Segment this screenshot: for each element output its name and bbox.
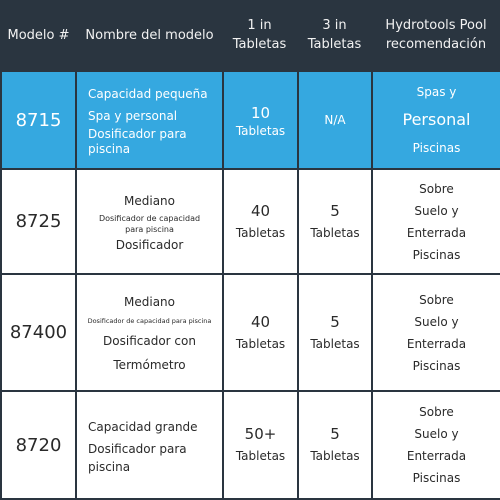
row1-name — [77, 72, 222, 168]
row3-one-in — [224, 275, 297, 390]
row4-model — [2, 392, 75, 498]
row3-recommend-line3: Enterrada — [406, 336, 467, 351]
row4-recommend-line2: Suelo y — [414, 427, 459, 441]
row2-three-in — [299, 170, 371, 273]
row2-name — [77, 170, 222, 273]
header-three-in-line2: Tabletas — [307, 37, 362, 52]
row2-recommend-line3: Enterrada — [406, 225, 467, 240]
row3-name-line3: Dosificador con — [103, 333, 196, 348]
row1-three-in-value: N/A — [324, 113, 346, 127]
header-three-in — [297, 0, 372, 70]
header-model-label: Modelo # — [7, 27, 70, 43]
row3-name — [77, 275, 222, 390]
row4-recommend-line3: Enterrada — [406, 449, 467, 463]
row2-name-line3: para piscina — [125, 224, 174, 234]
row2-model — [2, 170, 75, 273]
row3-name-line1: Mediano — [124, 294, 175, 309]
row2-three-in-unit: Tabletas — [310, 225, 360, 240]
row1-one-in-count: 10 — [250, 104, 271, 122]
row3-one-in-unit: Tabletas — [235, 336, 286, 351]
row4-three-in-unit: Tabletas — [310, 449, 360, 463]
row2-one-in-count: 40 — [250, 201, 271, 220]
row4-name — [77, 392, 222, 498]
row3-name-line2: Dosificador de capacidad para piscina — [87, 316, 212, 325]
row4-three-in — [299, 392, 371, 498]
header-name — [77, 0, 222, 70]
row1-name-line4: piscina — [88, 142, 131, 156]
row2-name-line4: Dosificador — [115, 237, 184, 252]
row3-recommend-line2: Suelo y — [414, 314, 459, 329]
row2-recommend-line4: Piscinas — [412, 247, 461, 262]
header-one-in-line2: Tabletas — [232, 37, 287, 52]
header-recommend-line2: recomendación — [385, 37, 487, 52]
row1-model-number: 8715 — [15, 109, 62, 131]
header-one-in-line1: 1 in — [247, 18, 272, 33]
header-name-label: Nombre del modelo — [85, 27, 214, 43]
row1-recommend-line1: Spas y — [416, 85, 457, 99]
row2-three-in-count: 5 — [330, 201, 340, 220]
row4-one-in — [224, 392, 297, 498]
row3-three-in-count: 5 — [330, 312, 340, 331]
row4-name-line3: piscina — [88, 460, 131, 474]
row1-recommend — [373, 72, 500, 168]
row1-recommend-line3: Piscinas — [412, 141, 461, 155]
row3-model-number: 87400 — [9, 322, 68, 343]
row2-name-line1: Mediano — [124, 193, 175, 208]
row4-name-line1: Capacidad grande — [88, 420, 198, 434]
row4-one-in-count: 50+ — [244, 425, 277, 443]
row3-recommend-line4: Piscinas — [412, 358, 461, 373]
row4-name-line2: Dosificador para — [88, 442, 187, 456]
row1-three-in — [299, 72, 371, 168]
row3-three-in-unit: Tabletas — [310, 336, 360, 351]
row1-one-in-unit: Tabletas — [235, 124, 286, 138]
row4-one-in-unit: Tabletas — [235, 449, 286, 463]
row4-model-number: 8720 — [15, 434, 62, 456]
row1-name-line1: Capacidad pequeña — [88, 87, 208, 101]
row3-recommend-line1: Sobre — [419, 292, 454, 307]
row4-recommend — [373, 392, 500, 498]
row1-one-in — [224, 72, 297, 168]
row1-name-line3: Dosificador para — [88, 127, 187, 141]
row2-one-in-unit: Tabletas — [235, 225, 286, 240]
row3-three-in — [299, 275, 371, 390]
header-model — [0, 0, 77, 70]
row2-recommend-line2: Suelo y — [414, 203, 459, 218]
header-three-in-line1: 3 in — [322, 18, 347, 33]
row4-recommend-line1: Sobre — [419, 405, 454, 419]
row1-recommend-line2: Personal — [402, 110, 471, 129]
row2-model-number: 8725 — [15, 211, 62, 232]
row3-model — [2, 275, 75, 390]
row4-recommend-line4: Piscinas — [412, 471, 461, 485]
row1-name-line2: Spa y personal — [88, 109, 178, 123]
row2-one-in — [224, 170, 297, 273]
row3-one-in-count: 40 — [250, 312, 271, 331]
header-recommend — [372, 0, 500, 70]
row3-name-line4: Termómetro — [113, 357, 186, 372]
row4-three-in-count: 5 — [330, 425, 340, 443]
row2-name-line2: Dosificador de capacidad — [98, 213, 201, 223]
header-one-in — [222, 0, 297, 70]
row1-model — [2, 72, 75, 168]
header-recommend-line1: Hydrotools Pool — [385, 18, 487, 33]
row3-recommend — [373, 275, 500, 390]
row2-recommend-line1: Sobre — [419, 181, 454, 196]
row2-recommend — [373, 170, 500, 273]
